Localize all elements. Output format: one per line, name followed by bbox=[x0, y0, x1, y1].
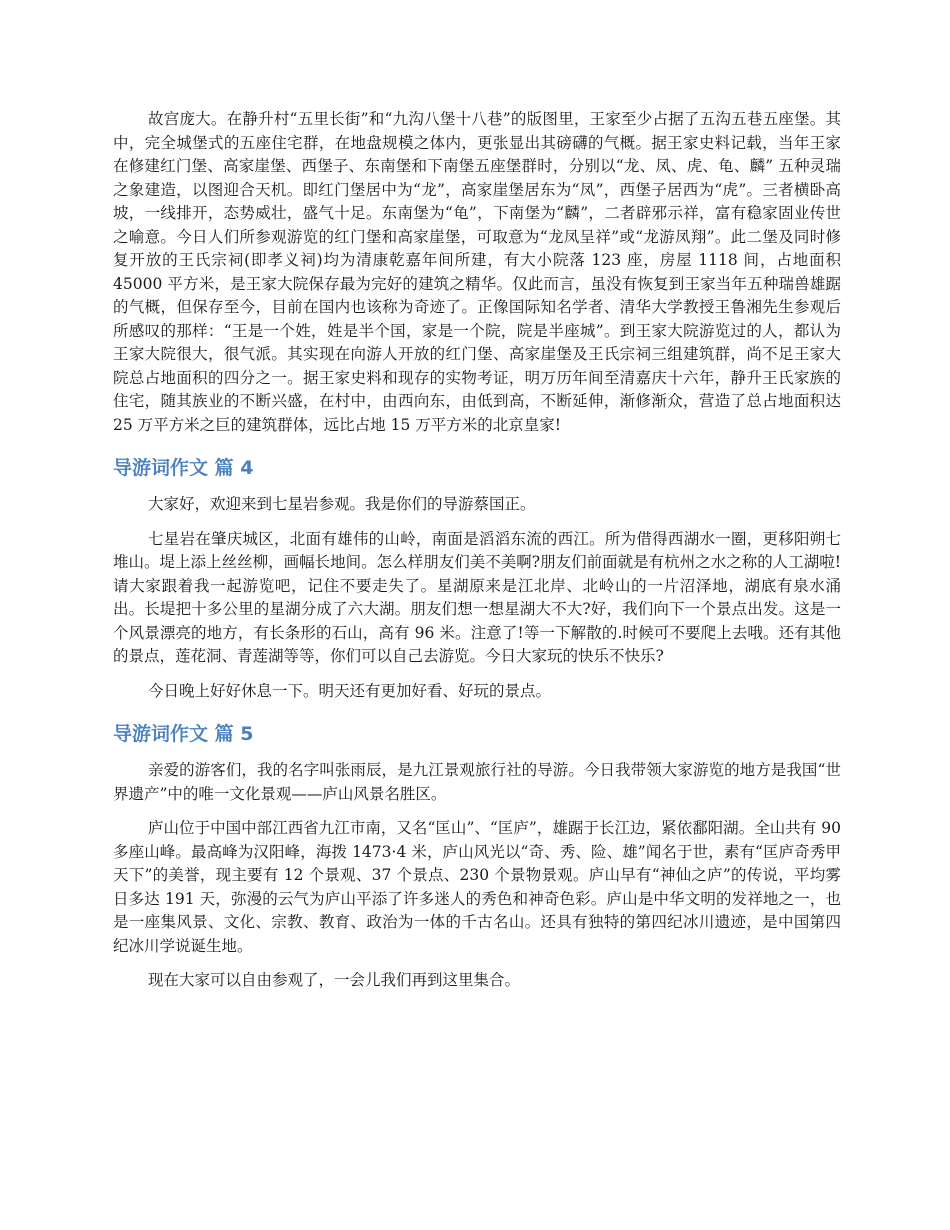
body-paragraph: 大家好，欢迎来到七星岩参观。我是你们的导游蔡国正。 bbox=[148, 495, 536, 513]
document-body bbox=[113, 108, 841, 1004]
body-paragraph: 故宫庞大。在静升村“五里长街”和“九沟八堡十八巷”的版图里，王家至少占据了五沟五巷五座堡。其中，完全城堡式的五座住宅群，在地盘规模之体内，更张显出其磅礴的气概。据王家史料记载，当年王家在修建红门堡、高家崖堡、西堡子、东南堡和下南堡五座堡群时，分别以“龙、凤、虎、龟、麟” 五种灵瑞之象建造，以图迎合天机。即红门堡居中为“龙”，高家崖堡居东为“凤”，西堡子居西为“虎”。三者横卧高坡，一线排开，态势威壮，盛气十足。东南堡为“龟”，下南堡为“麟”，二者辟邪示祥，富有稳家固业传世之喻意。今日人们所参观游览的红门堡和高家崖堡，可取意为“龙凤呈祥”或“龙游凤翔”。此二堡及同时修复开放的王氏宗祠(即孝义祠)均为清康乾嘉年间所建，有大小院落 123 座，房屋 1118 间，占地面积 45000 平方米，是王家大院保存最为完好的建筑之精华。仅此而言，虽没有恢复到王家当年五种瑞兽雄踞的气概，但保存至今，目前在国内也该称为奇迹了。正像国际知名学者、清华大学教授王鲁湘先生参观后所感叹的那样：“王是一个姓，姓是半个国，家是一个院，院是半座城”。到王家大院游览过的人，都认为王家大院很大，很气派。其实现在向游人开放的红门堡、高家崖堡及王氏宗祠三组建筑群，尚不足王家大院总占地面积的四分之一。据王家史料和现存的实物考证，明万历年间至清嘉庆十六年，静升王氏家族的住宅，随其族业的不断兴盛，在村中，由西向东，由低到高，不断延伸，渐修渐众，营造了总占地面积达 25 万平方米之巨的建筑群体，远比占地 15 万平方米的北京皇家! bbox=[113, 110, 841, 434]
body-paragraph: 现在大家可以自由参观了，一会儿我们再到这里集合。 bbox=[148, 971, 521, 989]
section-heading: 导游词作文 篇 5 bbox=[113, 723, 254, 745]
body-paragraph: 今日晚上好好休息一下。明天还有更加好看、好玩的景点。 bbox=[148, 681, 552, 700]
body-paragraph: 七星岩在肇庆城区，北面有雄伟的山岭，南面是滔滔东流的西江。所为借得西湖水一圈，更移阳朔七堆山。堤上添上丝丝柳，画幅长地间。怎么样朋友们美不美啊?朋友们前面就是有杭州之水之称的人工湖啦!请大家跟着我一起游览吧，记住不要走失了。星湖原来是江北岸、北岭山的一片沼泽地，湖底有泉水涌出。长堤把十多公里的星湖分成了六大湖。朋友们想一想星湖大不大?好，我们向下一个景点出发。这是一个风景漂亮的地方，有长条形的石山，高有 96 米。注意了!等一下解散的.时候可不要爬上去哦。还有其他的景点，莲花洞、青莲湖等等，你们可以自己去游览。今日大家玩的快乐不快乐? bbox=[113, 529, 841, 665]
section-heading: 导游词作文 篇 4 bbox=[113, 457, 254, 479]
body-paragraph: 亲爱的游客们，我的名字叫张雨辰，是九江景观旅行社的导游。今日我带领大家游览的地方是我国“世界遗产”中的唯一文化景观——庐山风景名胜区。 bbox=[113, 761, 841, 803]
body-paragraph: 庐山位于中国中部江西省九江市南，又名“匡山”、“匡庐”，雄踞于长江边，紧依鄱阳湖。全山共有 90 多座山峰。最高峰为汉阳峰，海拨 1473·4 米，庐山风光以“奇、秀、险、雄”闻名于世，素有“匡庐奇秀甲天下”的美誉，现主要有 12 个景观、37 个景点、230 个景物景观。庐山早有“神仙之庐”的传说，平均雾日多达 191 天，弥漫的云气为庐山平添了许多迷人的秀色和神奇色彩。庐山是中华文明的发祥地之一，也是一座集风景、文化、宗教、教育、政治为一体的千古名山。还具有独特的第四纪冰川遗迹，是中国第四纪冰川学说诞生地。 bbox=[113, 819, 841, 955]
